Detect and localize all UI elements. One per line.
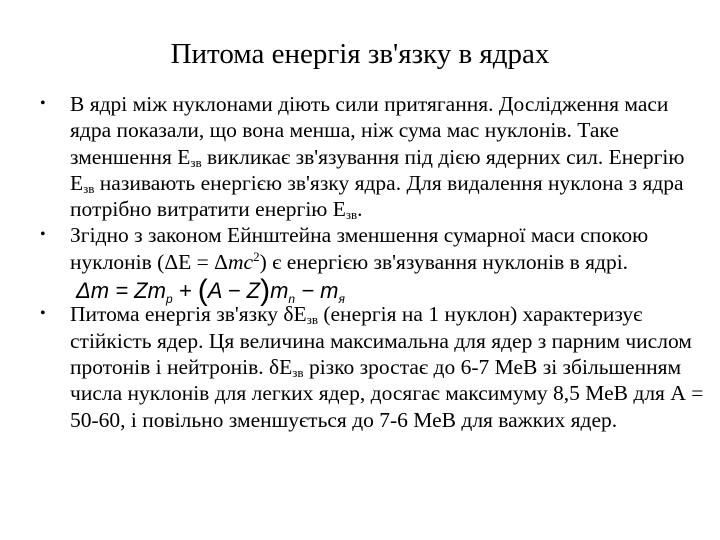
formula-inner: A − Z bbox=[207, 278, 261, 304]
bullet-text: Питома енергія зв'язку δЕ bbox=[70, 302, 307, 327]
mc-term: mc bbox=[228, 249, 254, 274]
bullet-text: викликає зв'язування під дією ядерних сил. Енергію Е bbox=[70, 144, 685, 195]
subscript: зв bbox=[306, 312, 318, 328]
formula-minus: − m bbox=[295, 278, 339, 304]
bullet-text: називають енергією зв'язку ядра. Для видалення нуклона з ядра потрібно витратити енергію Е bbox=[70, 170, 684, 222]
bullet-dot-icon: • bbox=[40, 226, 46, 244]
bullet-item-nuclear-forces bbox=[40, 91, 712, 222]
bullet-dot-icon: • bbox=[40, 95, 46, 112]
subscript: зв bbox=[83, 180, 95, 196]
formula-sub-n: n bbox=[288, 292, 296, 307]
bullet-text: (енергія на 1 нуклон) характеризує стійкість ядер. Ця величина максимальна для ядер з парним числом протонів і нейтронів. δЕ bbox=[70, 302, 692, 379]
formula-plus: + bbox=[172, 278, 198, 304]
formula-lhs: Δm = Zm bbox=[76, 278, 166, 304]
bullet-dot-icon: • bbox=[40, 305, 46, 323]
superscript: 2 bbox=[253, 248, 260, 264]
bullet-text: Згідно з законом Ейнштейна зменшення сумарної маси спокою нуклонів (ΔE = Δ bbox=[70, 223, 649, 274]
mass-defect-formula bbox=[76, 274, 345, 308]
subscript: зв bbox=[190, 154, 202, 170]
bullet-item-einstein-law bbox=[40, 222, 712, 308]
bullet-text: різко зростає до 6-7 МеВ зі збільшенням числа нуклонів для легких ядер, досягає максимуму 8,5 МеВ для А = 50-60, і повільно зменшується до 7-6 МеВ для важких ядер. bbox=[70, 354, 704, 432]
formula-paren-open: ( bbox=[197, 274, 208, 308]
subscript: зв bbox=[292, 364, 304, 380]
bullet-item-specific-energy bbox=[40, 301, 712, 432]
formula-sub-p: p bbox=[165, 292, 173, 307]
bullet-text: . bbox=[357, 197, 363, 222]
bullet-text: В ядрі між нуклонами діють сили притягання. Дослідження маси ядра показали, що вона менша, ніж сума мас нуклонів. Таке зменшення Е bbox=[70, 92, 669, 169]
formula-paren-close: ) bbox=[260, 274, 271, 308]
subscript: зв bbox=[345, 207, 358, 223]
formula-m: m bbox=[270, 278, 289, 304]
bullet-list bbox=[40, 91, 712, 433]
formula-sub-ya: я bbox=[338, 292, 345, 307]
slide-title: Питома енергія зв'язку в ядрах bbox=[170, 38, 550, 70]
bullet-text: ) є енергією зв'язування нуклонів в ядрі. bbox=[259, 249, 629, 274]
